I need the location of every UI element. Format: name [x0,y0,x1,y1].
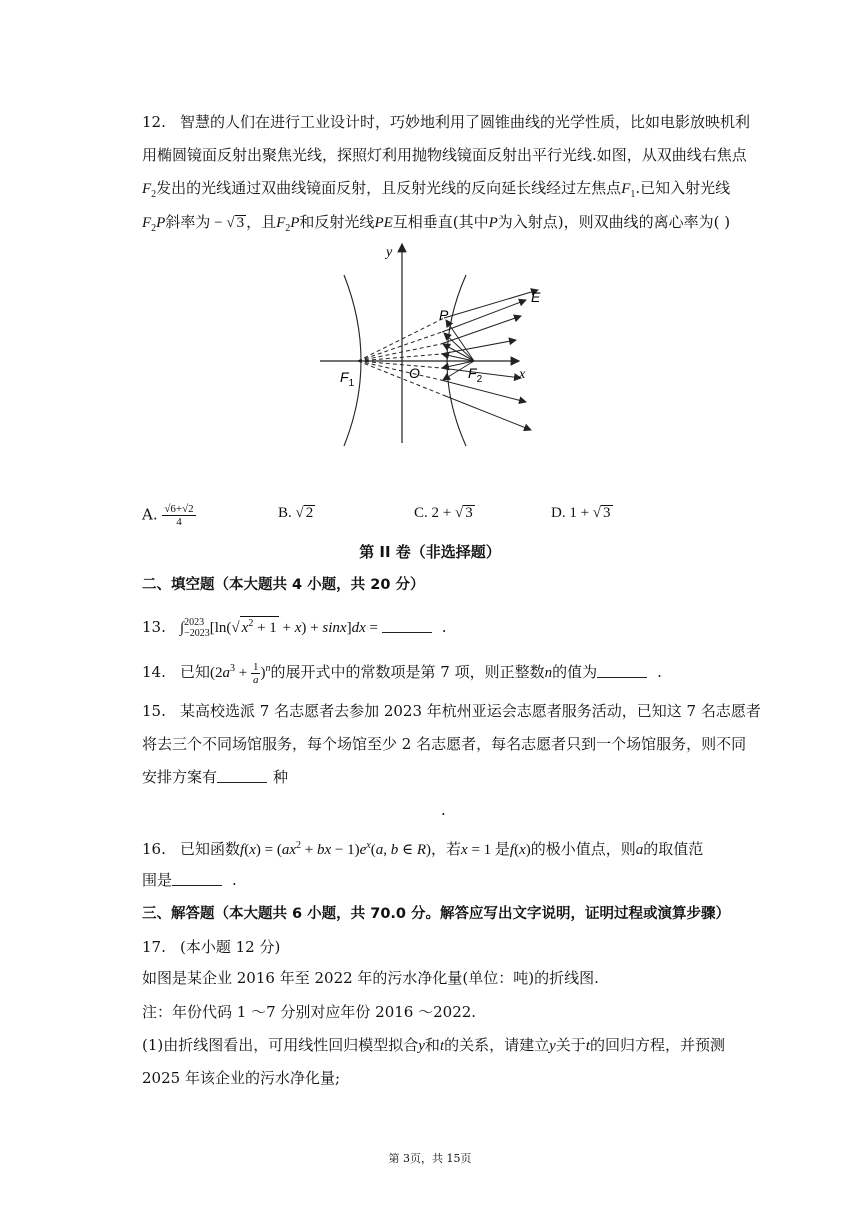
q12-text-4b: ，且 [246,213,277,231]
option-d[interactable]: D. 1 + √ 3 [551,505,611,521]
y-label: y [386,245,393,260]
q16-line-2: 围是 . [142,871,237,889]
section-2-header: 二、填空题（本大题共 4 小题，共 20 分） [142,577,425,593]
q12-text-4c: 和反射光线 [299,213,375,231]
q15-line-2: 将去三个不同场馆服务，每个场馆至少 2 名志愿者，每名志愿者只到一个场馆服务，则不同 [142,735,747,753]
q13-line: 13. ∫ 2023 −2023 [ln(√ $x^2 + 1 + x) + \sin x]dx$ = . [142,617,447,639]
section-3-header: 三、解答题（本大题共 6 小题，共 70.0 分。解答应写出文字说明，证明过程或演算步骤） [142,906,731,922]
q12-text-4e: 为入射点)，则双曲线的离心率为( ) [497,213,731,231]
option-a[interactable]: A. $\frac{√6+√2}{4}$ [142,503,194,528]
q12-text-2: 用椭圆镜面反射出聚焦光线，探照灯利用抛物线镜面反射出平行光线.如图，从双曲线右焦点 [142,146,747,164]
p-label: P [439,307,449,323]
q12-text-4a: 斜率为 [165,213,211,231]
e-label: E [531,289,541,305]
q17-line-2: 注：年份代码 1 ～7 分别对应年份 2016 ～2022. [142,1003,477,1021]
question-number: 16. [142,840,166,858]
question-number: 12. [142,113,166,131]
f2-label: $F_2$ [468,365,483,385]
page-footer: 第 3页，共 15页 [388,1152,472,1165]
q17-line-0: 17. (本小题 12 分) [142,938,281,956]
q12-line-4: $F_2P$斜率为 − √ 3 ，且$F_2P$和反射光线PE互相垂直(其中P为入射点)，则双曲线的离心率为( ) [142,213,731,234]
q12-text-3a: 发出的光线通过双曲线镜面反射，且反射光线的反向延长线经过左焦点 [156,179,622,197]
q14-line: 14. 已知($2a^3$ + $\frac{1}{a}$ )$^n$的展开式中的常数项是第 7 项，则正整数n的值为 . [142,660,662,686]
q17-line-4: 2025 年该企业的污水净化量; [142,1069,340,1087]
question-number: 13. [142,618,166,636]
x-label: x [519,367,526,382]
hyperbola-figure [316,240,546,450]
f1-label: $F_1$ [340,369,355,389]
question-number: 17. [142,938,166,956]
q12-text-4d: 互相垂直(其中 [392,213,489,231]
q12-line-2 [142,145,747,165]
o-label: O [409,365,420,381]
option-c[interactable]: C. 2 + √ 3 [414,505,473,521]
q12-line-3: $F_2$发出的光线通过双曲线镜面反射，且反射光线的反向延长线经过左焦点$F_1$.已知入射光线 [142,179,731,200]
q17-line-3: (1)由折线图看出，可用线性回归模型拟合y和t的关系，请建立y关于t的回归方程，并预测 [142,1036,725,1054]
section-2-title: 第 II 卷（非选择题） [359,543,501,561]
question-number: 14. [142,663,166,681]
q12-text-3b: .已知入射光线 [635,179,731,197]
q17-line-1: 如图是某企业 2016 年至 2022 年的污水净化量(单位：吨)的折线图. [142,969,599,987]
q12-line-1 [142,112,750,132]
question-number: 15. [142,702,166,720]
q15-dot: . [441,801,446,819]
option-b[interactable]: B. √ 2 [278,505,314,521]
q15-line-1: 15. 某高校选派 7 名志愿者去参加 2023 年杭州亚运会志愿者服务活动，已知这 7 名志愿者 [142,702,761,720]
q16-line-1: 16. 已知函数$f(x) = (ax^2$ + bx − $1)e^x(a$, b ∈ R)，若x = 1 是f(x)的极小值点，则a的取值范 [142,840,704,858]
q15-line-3: 安排方案有 种 [142,768,289,786]
q12-text-1: 智慧的人们在进行工业设计时，巧妙地利用了圆锥曲线的光学性质，比如电影放映机利 [180,113,751,131]
